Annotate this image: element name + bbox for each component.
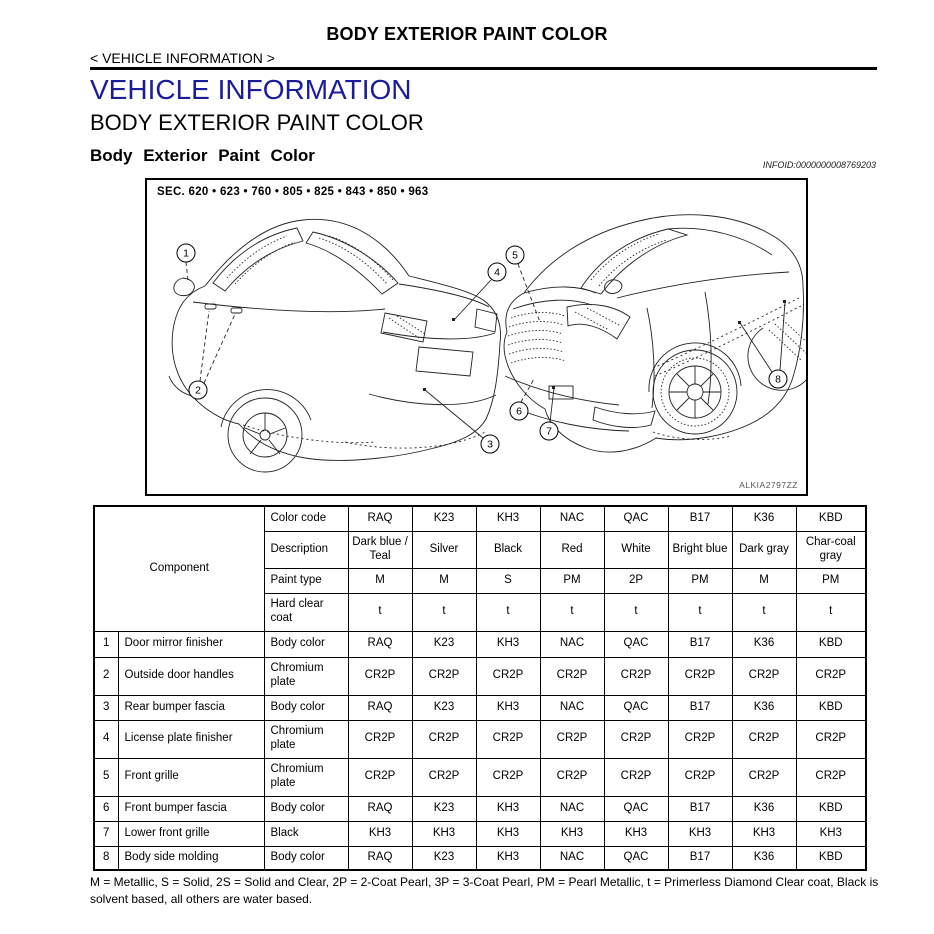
hard-clear-coat: t	[412, 593, 476, 631]
color-description: Silver	[412, 531, 476, 568]
paint-type: M	[412, 568, 476, 593]
cell-value: CR2P	[540, 758, 604, 796]
finish-type: Body color	[264, 631, 348, 657]
color-code: K36	[732, 506, 796, 531]
cell-value: NAC	[540, 796, 604, 821]
vehicle-figure	[145, 178, 808, 496]
car-diagram	[147, 180, 806, 494]
figure-code: ALKIA2797ZZ	[739, 480, 798, 490]
cell-value: CR2P	[348, 720, 412, 758]
cell-value: CR2P	[348, 657, 412, 695]
finish-type: Body color	[264, 695, 348, 720]
callout-8	[769, 370, 787, 388]
cell-value: CR2P	[412, 758, 476, 796]
color-code: B17	[668, 506, 732, 531]
cell-value: NAC	[540, 631, 604, 657]
cell-value: KBD	[796, 796, 866, 821]
cell-value: CR2P	[604, 758, 668, 796]
cell-value: CR2P	[476, 758, 540, 796]
callout-5	[506, 246, 524, 264]
cell-value: RAQ	[348, 846, 412, 870]
hard-clear-coat: t	[540, 593, 604, 631]
color-code: NAC	[540, 506, 604, 531]
finish-type: Chromium plate	[264, 758, 348, 796]
callout-5-label: 5	[512, 249, 518, 262]
color-description: Dark blue / Teal	[348, 531, 412, 568]
callout-3	[481, 435, 499, 453]
row-number: 3	[94, 695, 118, 720]
cell-value: RAQ	[348, 796, 412, 821]
paint-type: PM	[540, 568, 604, 593]
cell-value: CR2P	[540, 720, 604, 758]
component-name: Front bumper fascia	[118, 796, 264, 821]
callout-3-label: 3	[487, 438, 493, 451]
cell-value: RAQ	[348, 695, 412, 720]
cell-value: QAC	[604, 846, 668, 870]
cell-value: QAC	[604, 796, 668, 821]
table-row	[94, 846, 866, 870]
cell-value: K23	[412, 846, 476, 870]
header-divider	[90, 67, 877, 70]
hard-clear-coat: t	[348, 593, 412, 631]
page-title: BODY EXTERIOR PAINT COLOR	[326, 24, 608, 44]
color-description: Bright blue	[668, 531, 732, 568]
table-row	[94, 720, 866, 758]
callout-1-label: 1	[183, 247, 189, 260]
color-description: Char-coal gray	[796, 531, 866, 568]
color-code: RAQ	[348, 506, 412, 531]
car-rear-view	[169, 219, 500, 472]
component-header: Component	[94, 506, 264, 631]
color-description: Dark gray	[732, 531, 796, 568]
header-hard-clear-coat: Hard clear coat	[264, 593, 348, 631]
table-row	[94, 758, 866, 796]
breadcrumb: < VEHICLE INFORMATION >	[90, 50, 275, 66]
cell-value: CR2P	[348, 758, 412, 796]
cell-value: CR2P	[540, 657, 604, 695]
finish-type: Chromium plate	[264, 657, 348, 695]
component-name: Outside door handles	[118, 657, 264, 695]
cell-value: KBD	[796, 631, 866, 657]
color-description: Black	[476, 531, 540, 568]
header-color-code: Color code	[264, 506, 348, 531]
finish-type: Body color	[264, 846, 348, 870]
cell-value: K23	[412, 695, 476, 720]
row-number: 8	[94, 846, 118, 870]
callout-4	[488, 263, 506, 281]
cell-value: CR2P	[796, 758, 866, 796]
callout-7	[540, 422, 558, 440]
color-code: QAC	[604, 506, 668, 531]
cell-value: KH3	[732, 821, 796, 846]
hard-clear-coat: t	[604, 593, 668, 631]
cell-value: KH3	[348, 821, 412, 846]
row-number: 4	[94, 720, 118, 758]
finish-type: Black	[264, 821, 348, 846]
row-number: 2	[94, 657, 118, 695]
table-row	[94, 796, 866, 821]
cell-value: CR2P	[732, 720, 796, 758]
row-number: 5	[94, 758, 118, 796]
cell-value: KH3	[476, 695, 540, 720]
cell-value: KH3	[476, 631, 540, 657]
paint-color-table	[93, 505, 867, 871]
cell-value: CR2P	[668, 758, 732, 796]
cell-value: B17	[668, 846, 732, 870]
row-number: 7	[94, 821, 118, 846]
callout-4-label: 4	[494, 266, 500, 279]
cell-value: CR2P	[796, 657, 866, 695]
finish-type: Body color	[264, 796, 348, 821]
cell-value: CR2P	[604, 657, 668, 695]
cell-value: QAC	[604, 631, 668, 657]
hard-clear-coat: t	[668, 593, 732, 631]
table-row	[94, 695, 866, 720]
cell-value: CR2P	[476, 657, 540, 695]
component-name: Rear bumper fascia	[118, 695, 264, 720]
cell-value: K23	[412, 631, 476, 657]
component-name: Front grille	[118, 758, 264, 796]
car-front-view	[504, 215, 806, 452]
header-paint-type: Paint type	[264, 568, 348, 593]
cell-value: CR2P	[476, 720, 540, 758]
cell-value: KBD	[796, 846, 866, 870]
cell-value: CR2P	[732, 758, 796, 796]
color-code: KBD	[796, 506, 866, 531]
cell-value: B17	[668, 631, 732, 657]
finish-type: Chromium plate	[264, 720, 348, 758]
row-number: 1	[94, 631, 118, 657]
color-description: White	[604, 531, 668, 568]
callout-8-label: 8	[775, 373, 781, 386]
cell-value: CR2P	[604, 720, 668, 758]
cell-value: B17	[668, 695, 732, 720]
callout-6	[510, 402, 528, 420]
cell-value: NAC	[540, 846, 604, 870]
cell-value: KH3	[412, 821, 476, 846]
component-name: Body side molding	[118, 846, 264, 870]
paint-type: PM	[796, 568, 866, 593]
cell-value: KH3	[668, 821, 732, 846]
row-number: 6	[94, 796, 118, 821]
hard-clear-coat: t	[732, 593, 796, 631]
paint-type: M	[732, 568, 796, 593]
section-title: VEHICLE INFORMATION	[90, 74, 412, 105]
cell-value: KH3	[796, 821, 866, 846]
cell-value: K36	[732, 631, 796, 657]
footnote: M = Metallic, S = Solid, 2S = Solid and Clear, 2P = 2-Coat Pearl, 3P = 3-Coat Pearl, PM = Pearl Metallic, t = Primerless Diamond Clear coat, Black is solvent based, all others are water based.	[90, 875, 879, 907]
cell-value: K23	[412, 796, 476, 821]
cell-value: CR2P	[732, 657, 796, 695]
table-row	[94, 631, 866, 657]
cell-value: CR2P	[412, 657, 476, 695]
cell-value: K36	[732, 796, 796, 821]
cell-value: QAC	[604, 695, 668, 720]
header-description: Description	[264, 531, 348, 568]
paint-type: PM	[668, 568, 732, 593]
cell-value: K36	[732, 695, 796, 720]
component-name: Door mirror finisher	[118, 631, 264, 657]
hard-clear-coat: t	[476, 593, 540, 631]
callout-2-label: 2	[195, 384, 201, 397]
hard-clear-coat: t	[796, 593, 866, 631]
cell-value: KH3	[540, 821, 604, 846]
table-row	[94, 821, 866, 846]
callout-6-label: 6	[516, 405, 522, 418]
cell-value: KH3	[476, 796, 540, 821]
color-description: Red	[540, 531, 604, 568]
callout-2	[189, 381, 207, 399]
cell-value: CR2P	[412, 720, 476, 758]
cell-value: KH3	[604, 821, 668, 846]
cell-value: KH3	[476, 846, 540, 870]
cell-value: CR2P	[668, 657, 732, 695]
infoid-label: INFOID:0000000008769203	[762, 160, 876, 170]
paint-type: S	[476, 568, 540, 593]
table-row	[94, 657, 866, 695]
cell-value: K36	[732, 846, 796, 870]
sec-label: SEC. 620 • 623 • 760 • 805 • 825 • 843 • 850 • 963	[157, 186, 429, 198]
component-name: Lower front grille	[118, 821, 264, 846]
callout-1	[177, 244, 195, 262]
cell-value: NAC	[540, 695, 604, 720]
topic-title: Body Exterior Paint Color	[90, 146, 315, 165]
cell-value: KH3	[476, 821, 540, 846]
cell-value: B17	[668, 796, 732, 821]
paint-type: M	[348, 568, 412, 593]
color-code: K23	[412, 506, 476, 531]
cell-value: KBD	[796, 695, 866, 720]
cell-value: CR2P	[668, 720, 732, 758]
callout-7-label: 7	[546, 425, 552, 438]
cell-value: RAQ	[348, 631, 412, 657]
color-code: KH3	[476, 506, 540, 531]
paint-type: 2P	[604, 568, 668, 593]
subsection-title: BODY EXTERIOR PAINT COLOR	[90, 110, 424, 135]
component-name: License plate finisher	[118, 720, 264, 758]
cell-value: CR2P	[796, 720, 866, 758]
